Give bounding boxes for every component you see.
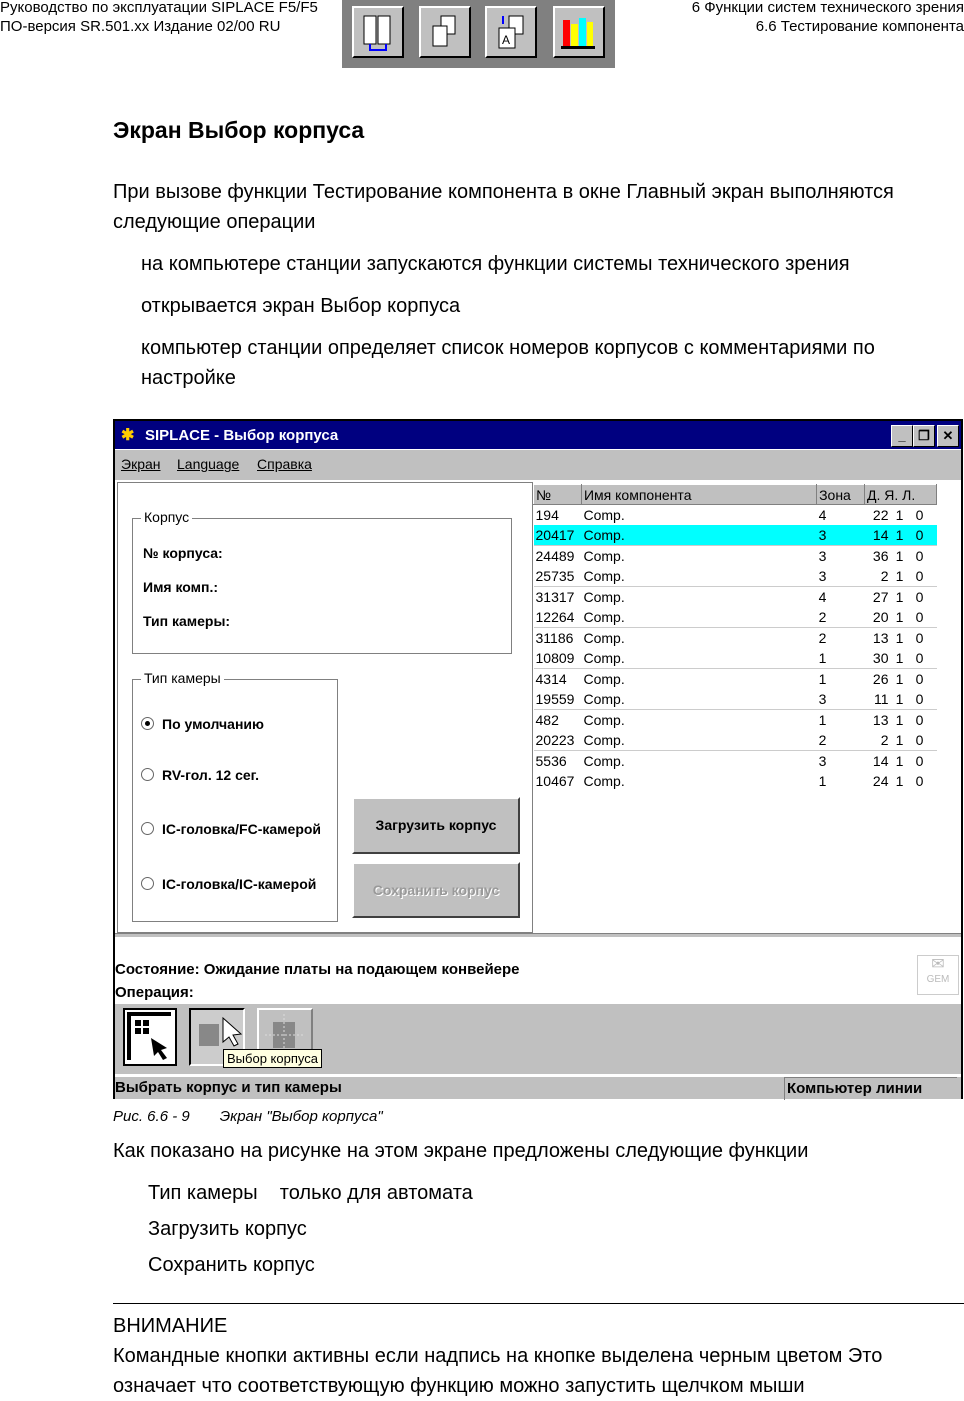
load-package-button[interactable]: Загрузить корпус	[352, 797, 520, 854]
divider	[113, 1303, 964, 1304]
restore-button[interactable]: ❐	[913, 425, 935, 447]
cell-number: 20417	[534, 525, 582, 546]
cell-number: 25735	[535, 568, 575, 584]
pages-icon[interactable]	[419, 6, 471, 58]
bullet: открывается экран Выбор корпуса	[141, 295, 461, 317]
statusbar-right: Компьютер линии	[784, 1077, 957, 1100]
cell-name: Comp.	[581, 669, 816, 690]
group-legend: Корпус	[141, 509, 192, 525]
cell-dyl	[865, 689, 937, 710]
table-row[interactable]	[534, 648, 937, 669]
cell-dyl	[865, 546, 937, 567]
dyl-value: 36	[872, 548, 889, 564]
column-header-name[interactable]: Имя компонента	[581, 485, 816, 505]
cell-name: Comp.	[583, 650, 625, 666]
column-header-dyl[interactable]: Д. Я. Л.	[865, 485, 937, 505]
gem-mail-icon[interactable]: ✉ GEM	[917, 955, 959, 995]
group-legend: Тип камеры	[141, 670, 224, 686]
cell-number: 10809	[535, 650, 575, 666]
cell-dyl	[865, 710, 937, 731]
function-item: Сохранить корпус	[148, 1254, 315, 1276]
nav-toolbar	[342, 0, 615, 68]
table-row[interactable]	[534, 525, 937, 546]
cell-name: Comp.	[583, 507, 625, 523]
dyl-value: 1	[895, 527, 904, 543]
gem-label: GEM	[926, 974, 950, 985]
menu-bar	[115, 450, 961, 480]
dyl-value: 1	[895, 671, 904, 687]
dyl-value: 2	[880, 732, 889, 748]
table-row[interactable]	[534, 546, 937, 567]
operation-toolbar	[115, 1004, 961, 1074]
cell-zone: 1	[818, 773, 827, 789]
cell-number: 482	[534, 710, 582, 731]
cell-name: Comp.	[581, 710, 816, 731]
cell-zone: 3	[818, 568, 827, 584]
cell-name: Comp.	[583, 691, 625, 707]
dyl-value: 13	[872, 712, 889, 728]
cell-dyl	[865, 566, 937, 587]
package-number-label: № корпуса:	[143, 545, 223, 561]
dyl-value: 1	[895, 507, 904, 523]
cell-zone: 3	[817, 546, 865, 567]
cell-number: 4314	[534, 669, 582, 690]
translate-icon[interactable]	[485, 6, 537, 58]
cell-dyl	[865, 751, 937, 772]
dyl-value: 1	[895, 691, 904, 707]
section-title: Экран Выбор корпуса	[113, 117, 365, 143]
cell-number: 19559	[535, 691, 575, 707]
dyl-value: 0	[915, 568, 924, 584]
dyl-value: 0	[915, 732, 924, 748]
dyl-value: 13	[872, 630, 889, 646]
dyl-value: 22	[872, 507, 889, 523]
dyl-value: 14	[872, 753, 889, 769]
cell-dyl	[865, 730, 937, 751]
radio-label: IC-головка/FC-камерой	[162, 821, 322, 837]
dyl-value: 0	[915, 712, 924, 728]
function-item: Загрузить корпус	[148, 1218, 307, 1240]
dyl-value: 1	[895, 732, 904, 748]
bullet: компьютер станции определяет список номеров корпусов с комментариями по настройке	[141, 337, 875, 389]
table-row[interactable]	[534, 566, 937, 587]
cell-zone: 4	[817, 587, 865, 608]
radio-label: По умолчанию	[162, 716, 264, 732]
cell-number: 10467	[535, 773, 575, 789]
column-header-number[interactable]: №	[534, 485, 582, 505]
cell-zone: 2	[818, 609, 827, 625]
dyl-value: 0	[915, 753, 924, 769]
dyl-value: 0	[915, 691, 924, 707]
cell-name: Comp.	[583, 732, 625, 748]
dyl-value: 0	[915, 650, 924, 666]
dyl-value: 0	[915, 507, 924, 523]
intro-text: При вызове функции Тестирование компонента в окне Главный экран выполняются следующие операции	[113, 181, 894, 233]
table-row[interactable]	[534, 751, 937, 772]
select-package-op-icon[interactable]	[123, 1008, 177, 1066]
menu-screen[interactable]: Экран	[121, 456, 161, 472]
dyl-value: 30	[872, 650, 889, 666]
cell-name: Comp.	[581, 628, 816, 649]
radio-rv-head[interactable]	[141, 767, 331, 783]
close-button[interactable]: ✕	[937, 425, 959, 447]
tooltip: Выбор корпуса	[223, 1049, 322, 1068]
camera-group	[132, 670, 338, 922]
cell-zone: 1	[818, 650, 827, 666]
dyl-value: 14	[872, 527, 889, 543]
radio-label: RV-гол. 12 сег.	[162, 767, 259, 783]
dyl-value: 11	[873, 691, 889, 707]
dyl-value: 1	[895, 630, 904, 646]
cell-dyl	[865, 505, 937, 526]
dyl-value: 1	[895, 589, 904, 605]
cell-number: 20223	[535, 732, 575, 748]
cell-name: Comp.	[583, 568, 625, 584]
header-line: Руководство по эксплуатации SIPLACE F5/F5	[0, 0, 318, 16]
table-row[interactable]	[534, 669, 937, 690]
dyl-value: 1	[895, 753, 904, 769]
window-title: SIPLACE - Выбор корпуса	[145, 427, 339, 444]
dyl-value: 0	[915, 548, 924, 564]
cell-dyl	[865, 587, 937, 608]
header-line: 6 Функции систем технического зрения	[691, 0, 964, 16]
dyl-value: 1	[895, 548, 904, 564]
cell-name: Comp.	[581, 546, 816, 567]
table-row[interactable]	[534, 689, 937, 710]
dyl-value: 0	[915, 630, 924, 646]
column-header-zone[interactable]: Зона	[817, 485, 865, 505]
svg-text:A: A	[502, 33, 511, 47]
dyl-value: 0	[915, 773, 924, 789]
table-row[interactable]	[534, 505, 937, 526]
dyl-value: 1	[895, 650, 904, 666]
cell-zone: 4	[818, 507, 827, 523]
cell-number: 5536	[534, 751, 582, 772]
figure-caption	[113, 1108, 383, 1125]
cell-number: 31186	[534, 628, 582, 649]
cell-name: Comp.	[581, 751, 816, 772]
table-row[interactable]	[534, 730, 937, 751]
dyl-value: 1	[895, 568, 904, 584]
header-line: 6.6 Тестирование компонента	[755, 18, 964, 35]
cell-zone: 3	[817, 525, 865, 546]
dyl-value: 1	[895, 773, 904, 789]
status-text: Состояние: Ожидание платы на подающем конвейере	[115, 961, 520, 978]
function-item: Тип камеры только для автомата	[148, 1182, 473, 1204]
attention-title: ВНИМАНИЕ	[113, 1315, 228, 1337]
table-row[interactable]	[534, 710, 937, 731]
bullet: на компьютере станции запускаются функции системы технического зрения	[141, 253, 850, 275]
radio-label: IC-головка/IC-камерой	[162, 876, 317, 892]
statusbar-left: Выбрать корпус и тип камеры	[115, 1079, 342, 1096]
cell-zone: 2	[817, 628, 865, 649]
camera-type-label: Тип камеры:	[143, 613, 231, 629]
cell-name: Comp.	[583, 609, 625, 625]
dyl-value: 1	[895, 712, 904, 728]
cell-number: 31317	[534, 587, 582, 608]
cell-zone: 2	[818, 732, 827, 748]
header-line: ПО-версия SR.501.xx Издание 02/00 RU	[0, 18, 281, 35]
package-group	[132, 509, 512, 654]
save-package-button[interactable]: Сохранить корпус	[352, 862, 520, 918]
cell-zone: 3	[818, 691, 827, 707]
dyl-value: 26	[872, 671, 889, 687]
dyl-value: 2	[880, 568, 889, 584]
radio-ic-ic[interactable]	[141, 876, 331, 892]
menu-language[interactable]: Language	[177, 456, 240, 472]
doc-header-left	[0, 0, 318, 36]
table-row[interactable]	[534, 607, 937, 628]
cell-name: Comp.	[583, 773, 625, 789]
table-row[interactable]	[534, 628, 937, 649]
cell-number: 12264	[535, 609, 575, 625]
status-bar	[115, 1077, 961, 1099]
cell-zone: 3	[817, 751, 865, 772]
table-row[interactable]	[534, 587, 937, 608]
cell-zone: 1	[817, 669, 865, 690]
dyl-value: 1	[895, 609, 904, 625]
dyl-value: 20	[872, 609, 889, 625]
doc-header-right	[692, 0, 964, 36]
radio-default[interactable]	[141, 716, 331, 732]
radio-ic-fc[interactable]	[141, 821, 331, 837]
dyl-value: 27	[872, 589, 889, 605]
cell-dyl	[865, 607, 937, 628]
cell-dyl	[865, 525, 937, 546]
cell-number: 194	[535, 507, 559, 523]
cell-name: Comp.	[581, 525, 816, 546]
cell-zone: 1	[817, 710, 865, 731]
cell-dyl	[865, 771, 937, 791]
cell-dyl	[865, 628, 937, 649]
app-window	[113, 419, 963, 1099]
books-icon[interactable]	[553, 6, 605, 58]
after-text: Как показано на рисунке на этом экране предложены следующие функции	[113, 1140, 809, 1162]
cell-dyl	[865, 669, 937, 690]
package-table	[533, 484, 961, 931]
dyl-value: 0	[915, 671, 924, 687]
caption-text: Экран "Выбор корпуса"	[219, 1108, 383, 1125]
dyl-value: 0	[915, 527, 924, 543]
dyl-value: 24	[872, 773, 889, 789]
dyl-value: 0	[915, 589, 924, 605]
menu-help[interactable]: Справка	[257, 456, 312, 472]
cell-number: 24489	[534, 546, 582, 567]
left-panel	[117, 482, 533, 933]
component-name-label: Имя комп.:	[143, 579, 219, 595]
cell-dyl	[865, 648, 937, 669]
title-bar	[115, 421, 961, 449]
app-icon: ✱	[121, 427, 135, 444]
attention-text: Командные кнопки активны если надпись на кнопке выделена черным цветом Это означает что соответствующую функцию можно запустить щелчком мыши	[113, 1345, 883, 1397]
cell-name: Comp.	[581, 587, 816, 608]
table-row[interactable]	[534, 771, 937, 791]
minimize-button[interactable]: _	[891, 425, 913, 447]
caption-number: Рис. 6.6 - 9	[113, 1108, 190, 1125]
dyl-value: 0	[915, 609, 924, 625]
operation-label: Операция:	[115, 984, 194, 1001]
divider	[115, 933, 961, 937]
layout-icon[interactable]	[352, 6, 404, 58]
